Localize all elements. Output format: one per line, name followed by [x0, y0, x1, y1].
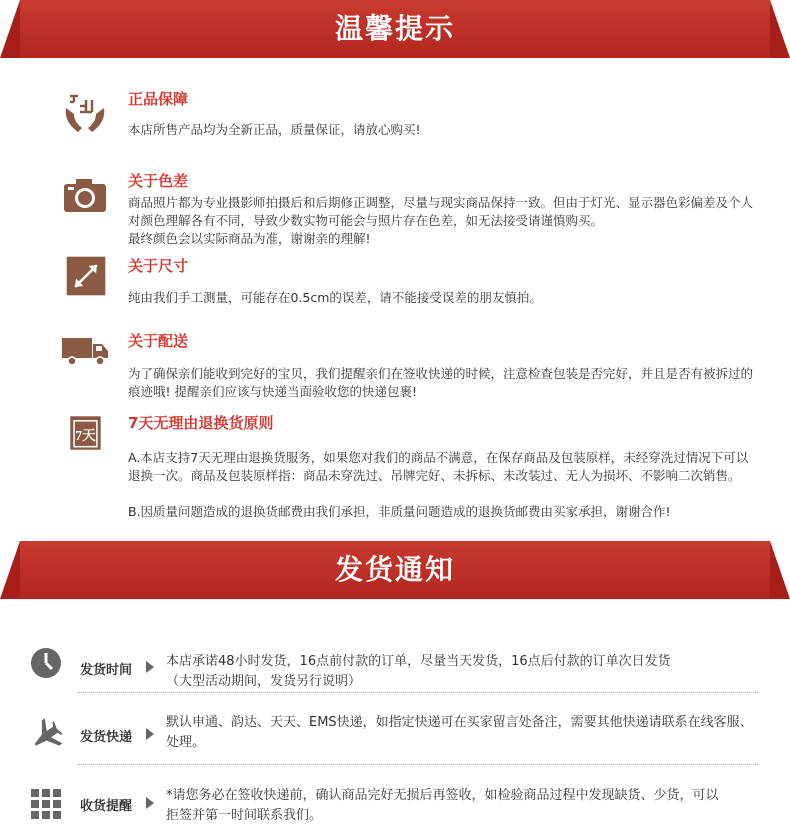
- tips-banner-title: 温馨提示: [334, 12, 455, 45]
- tip-title: 正品保障: [128, 90, 189, 108]
- shipping-label: 发货快递: [80, 730, 133, 745]
- divider: [78, 764, 758, 765]
- tip-text: A.本店支持7天无理由退换货服务，如果您对我们的商品不满意，在保存商品及包装原样，未经穿洗过情况下可以 退换一次。商品及包装原样指：商品未穿洗过、吊牌完好、未拆标、未改装过、无人为损坏、不影响二次销售。: [128, 450, 749, 483]
- tip-text: 纯由我们手工测量，可能存在0.5cm的误差，请不能接受误差的朋友慎拍。: [128, 290, 542, 305]
- clock-icon: [30, 647, 62, 679]
- shipping-row-express: [30, 715, 760, 761]
- tip-text-extra: B.因质量问题造成的退换货邮费由我们承担，非质量问题造成的退换货邮费由买家承担，谢谢合作!: [128, 504, 671, 519]
- seven-day-calendar-icon: [68, 412, 106, 454]
- shipping-row-receipt: [30, 788, 760, 828]
- shipping-row-time: [30, 651, 760, 691]
- airplane-icon: [28, 715, 64, 751]
- arrow-right-icon: [146, 661, 154, 673]
- measure-arrow-icon: [65, 255, 107, 297]
- camera-icon: [60, 172, 110, 222]
- shipping-text: 本店承诺48小时发货，16点前付款的订单，尽量当天发货，16点后付款的订单次日发货 （大型活动期间，发货另行说明）: [166, 654, 671, 689]
- tip-genuine: [60, 88, 760, 148]
- shipping-text: 默认申通、韵达、天天、EMS快递，如指定快递可在买家留言处备注，需要其他快递请联系在线客服、 处理。: [166, 715, 753, 750]
- tip-return: [60, 412, 760, 522]
- tip-title: 关于色差: [128, 172, 189, 190]
- tip-title: 关于尺寸: [128, 257, 189, 275]
- shipping-banner-title: 发货通知: [334, 553, 455, 586]
- tip-text: 商品照片都为专业摄影师拍摄后和后期修正调整，尽量与现实商品保持一致。但由于灯光、显示器色彩偏差及个人 对颜色理解各有不同，导致少数实物可能会与照片存在色差，如无法接受请谨慎购买。 最终颜色会以实际商品为准，谢谢亲的理解!: [128, 195, 754, 246]
- divider: [78, 692, 758, 693]
- arrow-right-icon: [146, 728, 154, 740]
- tip-title: 关于配送: [128, 332, 189, 350]
- tip-color: [60, 170, 760, 250]
- truck-icon: [60, 326, 110, 376]
- grid-icon: [30, 788, 62, 820]
- shipping-label: 收货提醒: [80, 799, 133, 814]
- tip-text: 本店所售产品均为全新正品，质量保证，请放心购买!: [128, 122, 421, 137]
- tips-banner: [20, 0, 770, 58]
- shipping-label: 发货时间: [80, 663, 133, 678]
- tip-delivery: [60, 330, 760, 400]
- shipping-banner: [20, 541, 770, 599]
- tip-text: 为了确保亲们能收到完好的宝贝，我们提醒亲们在签收快递的时候，注意检查包装是否完好，并且是否有被拆过的 痕迹哦! 提醒亲们应该与快递当面验收您的快递包裹!: [128, 366, 754, 399]
- hands-genuine-icon: [60, 88, 110, 138]
- arrow-right-icon: [146, 797, 154, 809]
- svg-text:7天: 7天: [75, 427, 96, 443]
- shipping-text: *请您务必在签收快递前，确认商品完好无损后再签收，如检验商品过程中发现缺货、少货，可以 拒签并第一时间联系我们。: [166, 788, 719, 823]
- tip-title: 7天无理由退换货原则: [128, 414, 274, 432]
- tip-size: [60, 255, 760, 305]
